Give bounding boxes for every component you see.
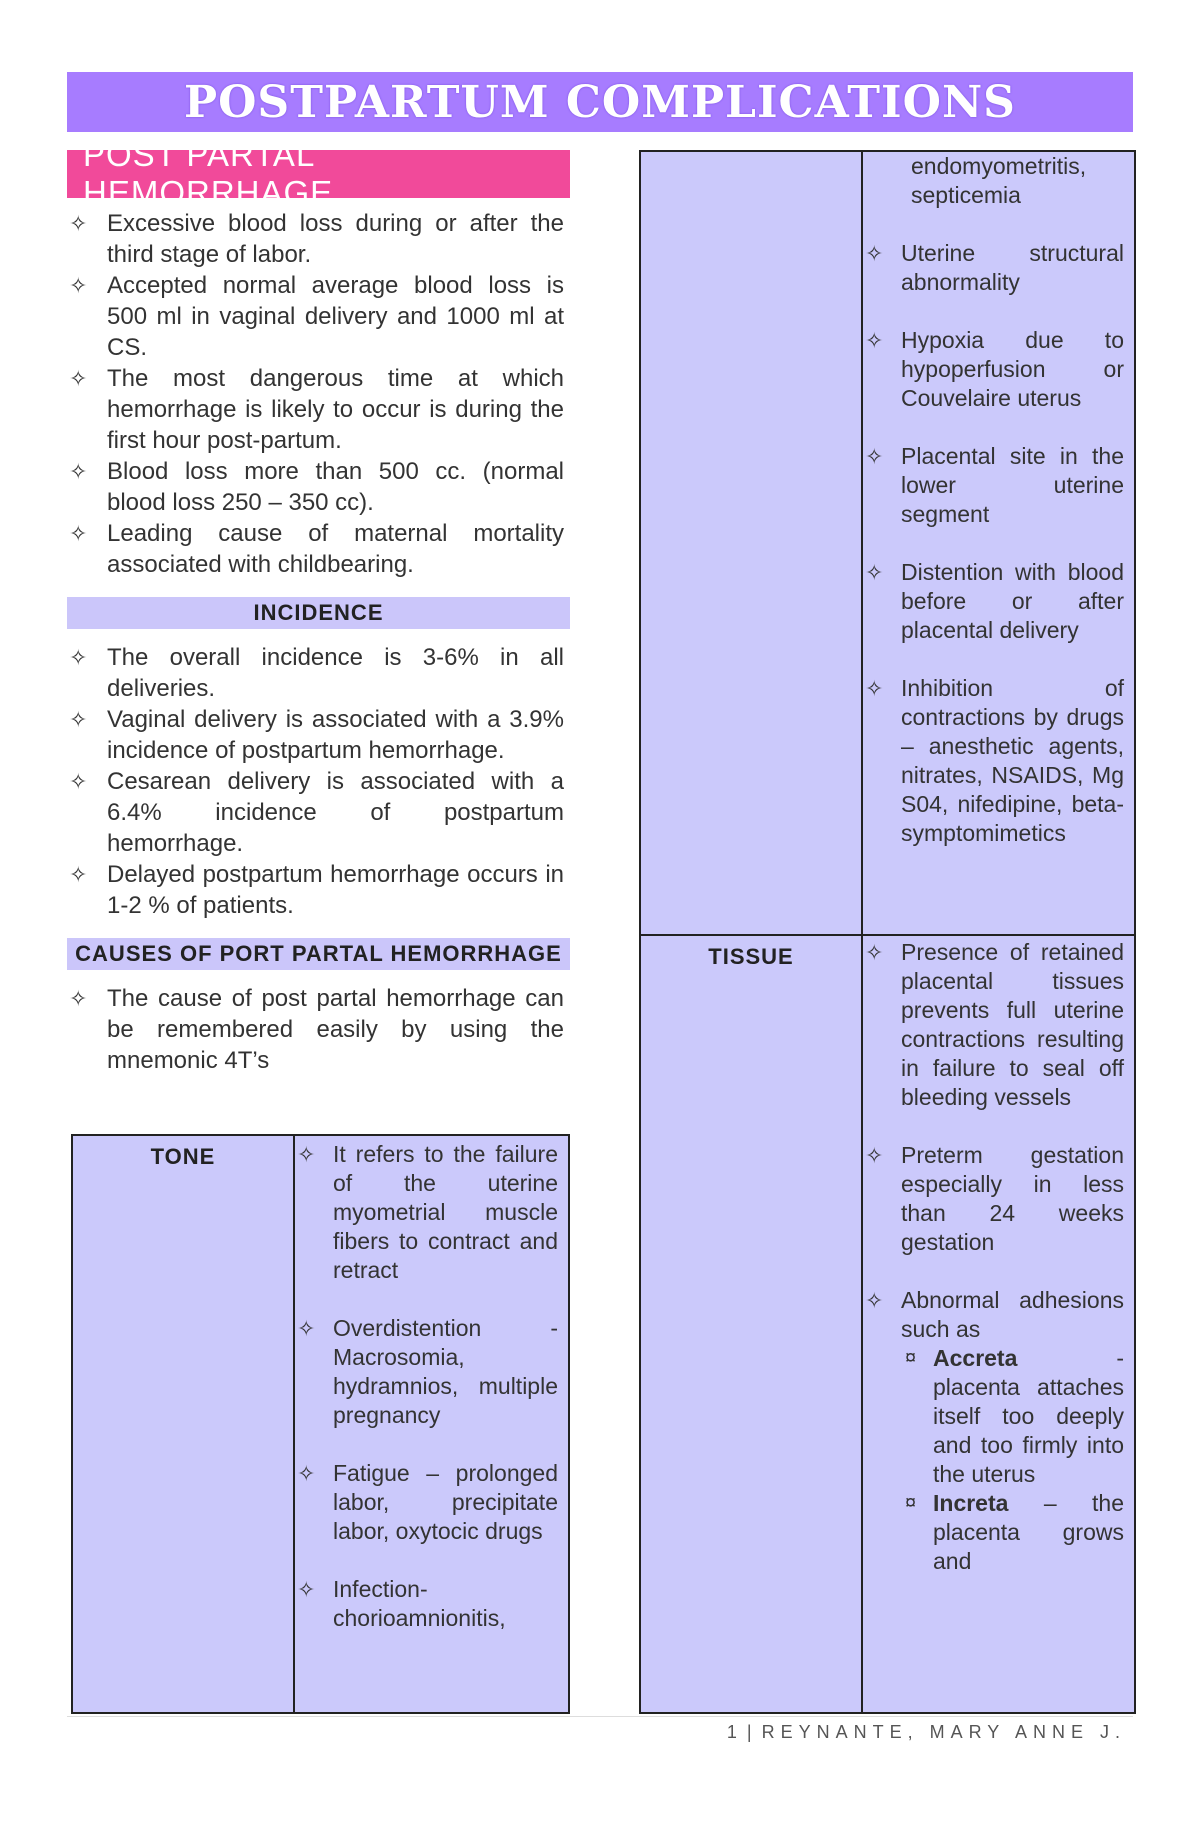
- star-bullet-icon: ✧: [69, 645, 88, 670]
- star-bullet-icon: ✧: [865, 1143, 884, 1168]
- list-item: ✧ It refers to the failure of the uterine myometrial muscle fibers to contract and retract: [297, 1141, 558, 1283]
- tone-label: TONE: [150, 1144, 216, 1169]
- tissue-content-cell: [862, 935, 1135, 1713]
- star-bullet-icon: ✧: [69, 862, 88, 887]
- list-item: ✧ The cause of post partal hemorrhage can be remembered easily by using the mnemonic 4T’s: [69, 985, 564, 1074]
- currency-sign-bullet-icon: ¤: [905, 1347, 917, 1369]
- list-item: ✧ Vaginal delivery is associated with a 3.9% incidence of postpartum hemorrhage.: [69, 706, 564, 764]
- list-item: ✧ Accepted normal average blood loss is 500 ml in vaginal delivery and 1000 ml at CS.: [69, 272, 564, 361]
- title-bar: [67, 72, 1133, 132]
- list-item: ✧ Placental site in the lower uterine segment: [865, 443, 1124, 527]
- tone-continued-list: [863, 239, 1134, 848]
- list-item: ✧ Excessive blood loss during or after the third stage of labor.: [69, 210, 564, 268]
- star-bullet-icon: ✧: [69, 459, 88, 484]
- list-item: ✧ Cesarean delivery is associated with a 6.4% incidence of postpartum hemorrhage.: [69, 768, 564, 857]
- star-bullet-icon: ✧: [69, 273, 88, 298]
- list-item: ✧ Leading cause of maternal mortality associated with childbearing.: [69, 520, 564, 578]
- tone-list: [295, 1140, 568, 1633]
- list-item: ✧ Uterine structural abnormality: [865, 240, 1124, 295]
- footer: [727, 1722, 1126, 1743]
- tone-continued-label-cell: [640, 151, 862, 935]
- star-bullet-icon: ✧: [865, 328, 884, 353]
- star-bullet-icon: ✧: [865, 676, 884, 701]
- pph-list: [67, 208, 570, 580]
- sub-list-item: ¤ Accreta - placenta attaches itself too deeply and too firmly into the uterus: [905, 1345, 1124, 1487]
- list-item: ✧ Abnormal adhesions such as ¤ Accreta - placenta attaches itself too deeply and too firmly into the uterus ¤ Increta – the placenta grows and: [865, 1287, 1124, 1574]
- star-bullet-icon: ✧: [69, 769, 88, 794]
- star-bullet-icon: ✧: [865, 560, 884, 585]
- tissue-list: [863, 938, 1134, 1576]
- pph-heading: POST PARTAL HEMORRHAGE: [67, 150, 570, 198]
- causes-list: [67, 983, 570, 1076]
- list-item: ✧ The overall incidence is 3-6% in all deliveries.: [69, 644, 564, 702]
- list-item: ✧ Hypoxia due to hypoperfusion or Couvelaire uterus: [865, 327, 1124, 411]
- star-bullet-icon: ✧: [69, 211, 88, 236]
- right-table: [639, 150, 1136, 1714]
- star-bullet-icon: ✧: [297, 1461, 316, 1486]
- author-name: REYNANTE, MARY ANNE J.: [761, 1722, 1126, 1742]
- list-item: ✧ Distention with blood before or after placental delivery: [865, 559, 1124, 643]
- tone-label-cell: [72, 1135, 294, 1713]
- list-item: ✧ Preterm gestation especially in less than 24 weeks gestation: [865, 1142, 1124, 1255]
- list-item: ✧ Inhibition of contractions by drugs – anesthetic agents, nitrates, NSAIDS, Mg S04, nifedipine, beta-symptomimetics: [865, 675, 1124, 846]
- incidence-list: [67, 642, 570, 921]
- star-bullet-icon: ✧: [297, 1142, 316, 1167]
- tissue-label-cell: [640, 935, 862, 1713]
- tissue-label: TISSUE: [708, 944, 794, 969]
- incidence-heading: INCIDENCE: [67, 597, 570, 629]
- page-number: 1: [726, 1722, 743, 1742]
- adhesions-sublist: [901, 1344, 1124, 1576]
- causes-heading: CAUSES OF PORT PARTAL HEMORRHAGE: [67, 938, 570, 970]
- star-bullet-icon: ✧: [297, 1577, 316, 1602]
- star-bullet-icon: ✧: [69, 707, 88, 732]
- list-item: ✧ Overdistention - Macrosomia, hydramnios, multiple pregnancy: [297, 1315, 558, 1428]
- star-bullet-icon: ✧: [865, 940, 884, 965]
- tone-table: [71, 1134, 570, 1714]
- tone-continued-lead: endomyometritis, septicemia: [911, 153, 1087, 208]
- list-item: ✧ Delayed postpartum hemorrhage occurs in 1-2 % of patients.: [69, 861, 564, 919]
- left-column: [67, 136, 570, 1076]
- star-bullet-icon: ✧: [865, 444, 884, 469]
- tone-continued-cell: [862, 151, 1135, 935]
- star-bullet-icon: ✧: [297, 1316, 316, 1341]
- star-bullet-icon: ✧: [69, 521, 88, 546]
- star-bullet-icon: ✧: [865, 1288, 884, 1313]
- list-item: ✧ Fatigue – prolonged labor, precipitate labor, oxytocic drugs: [297, 1460, 558, 1544]
- list-item: ✧ Presence of retained placental tissues prevents full uterine contractions resulting in failure to seal off bleeding vessels: [865, 939, 1124, 1110]
- footer-separator: |: [746, 1722, 758, 1742]
- list-item: ✧ Infection- chorioamnionitis,: [297, 1576, 506, 1631]
- list-item: ✧ Blood loss more than 500 cc. (normal blood loss 250 – 350 cc).: [69, 458, 564, 516]
- sub-list-item: ¤ Increta – the placenta grows and: [905, 1490, 1124, 1574]
- footer-divider: [67, 1716, 1133, 1717]
- currency-sign-bullet-icon: ¤: [905, 1492, 917, 1514]
- page-title: POSTPARTUM COMPLICATIONS: [184, 76, 1016, 128]
- star-bullet-icon: ✧: [69, 366, 88, 391]
- tone-content-cell: [294, 1135, 569, 1713]
- list-item: ✧ The most dangerous time at which hemorrhage is likely to occur is during the first hour post-partum.: [69, 365, 564, 454]
- star-bullet-icon: ✧: [865, 241, 884, 266]
- star-bullet-icon: ✧: [69, 986, 88, 1011]
